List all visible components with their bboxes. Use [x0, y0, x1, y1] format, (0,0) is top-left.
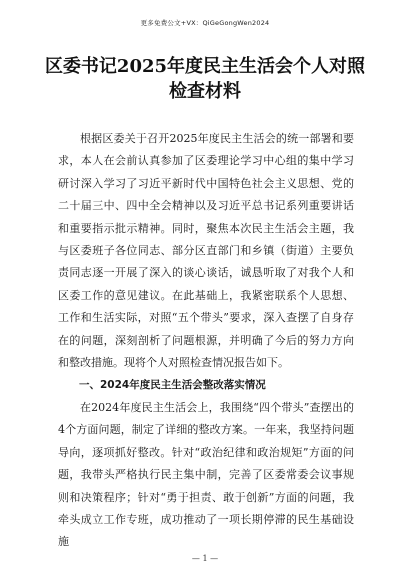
document-title [40, 54, 370, 104]
page-number: — 1 — [191, 554, 219, 563]
section-heading: 一、2024年度民主生活会整改落实情况 [79, 379, 266, 392]
document-body [58, 128, 354, 554]
section-paragraph: 在2024年度民主生活会上，我围绕“四个带头”查摆出的4个方面问题，制定了详细的整改方案。一年来，我坚持问题导向，逐项抓好整改。针对“政治纪律和政治规矩”方面的问题，我带头严格执行民主集中制，完善了区委常委会议事规则和决策程序；针对“勇于担责、敢于创新”方面的问题，我牵头成立工作专班，成功推动了一项长期停滞的民生基础设施 [58, 400, 354, 549]
intro-paragraph: 根据区委关于召开2025年度民主生活会的统一部署和要求，本人在会前认真参加了区委理论学习中心组的集中学习研讨深入学习了习近平新时代中国特色社会主义思想、党的二十届三中、四中全会精神以及习近平总书记系列重要讲话和重要指示批示精神。同时，聚焦本次民主生活会主题，我与区委班子各位同志、部分区直部门和乡镇（街道）主要负责同志逐一开展了深入的谈心谈话，诚恳听取了对我个人和区委工作的意见建议。在此基础上，我紧密联系个人思想、工作和生活实际，对照“五个带头”要求，深入查摆了自身存在的问题，深刻剖析了问题根源，并明确了今后的努力方向和整改措施。现将个人对照检查情况报告如下。 [58, 132, 354, 370]
header-note: 更多免费公文+VX：QiGeGongWen2024 [140, 19, 270, 27]
title-line-1: 区委书记2025年度民主生活会个人对照 [44, 56, 366, 77]
title-line-2: 检查材料 [169, 81, 241, 102]
